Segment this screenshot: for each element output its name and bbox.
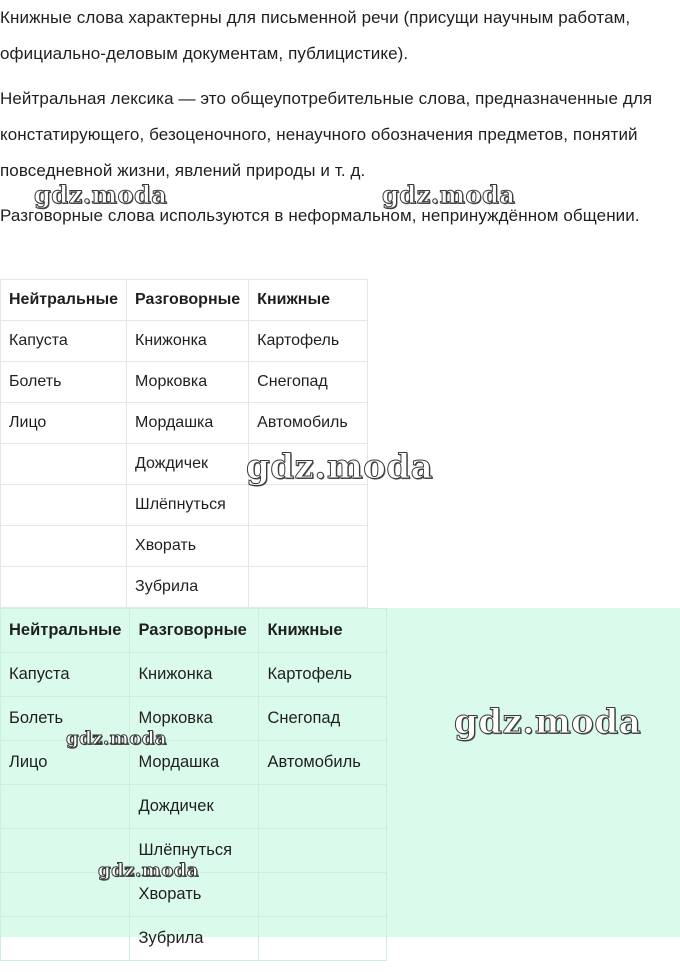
table-cell: Болеть bbox=[1, 697, 130, 741]
table-row bbox=[1, 567, 368, 608]
watermark: gdz.moda bbox=[382, 180, 516, 209]
table-row bbox=[1, 785, 387, 829]
table-cell bbox=[1, 785, 130, 829]
table-cell: Зубрила bbox=[130, 917, 259, 961]
table-cell: Картофель bbox=[249, 321, 368, 362]
table-cell: Хворать bbox=[130, 873, 259, 917]
table-cell bbox=[259, 829, 387, 873]
table-row bbox=[1, 741, 387, 785]
header-neutral: Нейтральные bbox=[1, 280, 127, 321]
table-cell: Дождичек bbox=[130, 785, 259, 829]
table-row bbox=[1, 829, 387, 873]
table-header-row bbox=[1, 280, 368, 321]
word-classification-table bbox=[0, 279, 368, 608]
table-cell: Морковка bbox=[127, 362, 249, 403]
table-row bbox=[1, 873, 387, 917]
table-cell bbox=[259, 873, 387, 917]
table-cell bbox=[249, 567, 368, 608]
table-cell: Дождичек bbox=[127, 444, 249, 485]
table-row bbox=[1, 485, 368, 526]
watermark: gdz.moda bbox=[246, 447, 434, 487]
table-cell: Капуста bbox=[1, 321, 127, 362]
table-cell bbox=[259, 785, 387, 829]
table-cell: Мордашка bbox=[127, 403, 249, 444]
table-cell: Мордашка bbox=[130, 741, 259, 785]
table-cell bbox=[1, 829, 130, 873]
table-cell bbox=[1, 485, 127, 526]
table-cell: Морковка bbox=[130, 697, 259, 741]
table-header-row bbox=[1, 609, 387, 653]
table-cell: Автомобиль bbox=[259, 741, 387, 785]
table-cell bbox=[249, 526, 368, 567]
table-cell bbox=[249, 444, 368, 485]
table-row bbox=[1, 917, 387, 961]
table-cell: Капуста bbox=[1, 653, 130, 697]
watermark: gdz.moda bbox=[454, 702, 642, 742]
highlighted-answer-block bbox=[0, 608, 680, 947]
table-row bbox=[1, 444, 368, 485]
table-row bbox=[1, 321, 368, 362]
table-cell: Зубрила bbox=[127, 567, 249, 608]
table-row bbox=[1, 653, 387, 697]
watermark: gdz.moda bbox=[34, 180, 168, 209]
table-cell bbox=[1, 917, 130, 961]
table-cell: Лицо bbox=[1, 741, 130, 785]
table-cell bbox=[249, 485, 368, 526]
table-cell bbox=[1, 526, 127, 567]
table-cell: Лицо bbox=[1, 403, 127, 444]
table-cell bbox=[259, 917, 387, 961]
table-cell: Шлёпнуться bbox=[127, 485, 249, 526]
table-row bbox=[1, 526, 368, 567]
table-cell: Картофель bbox=[259, 653, 387, 697]
paragraph-neutral-lexicon: Нейтральная лексика — это общеупотребительные слова, предназначенные для констатирующего, безоценочного, ненаучного обозначения предметов, понятий повседневной жизни, явлений природы и т. д. bbox=[0, 89, 653, 180]
table-cell bbox=[1, 873, 130, 917]
header-colloquial: Разговорные bbox=[127, 280, 249, 321]
table-cell: Снегопад bbox=[259, 697, 387, 741]
table-cell bbox=[1, 567, 127, 608]
paragraph-bookish-words: Книжные слова характерны для письменной речи (присущи научным работам, официально-деловым документам, публицистике). bbox=[0, 8, 631, 63]
paragraph-colloquial-words: Разговорные слова используются в неформальном, непринуждённом общении. bbox=[0, 206, 640, 225]
table-cell: Снегопад bbox=[249, 362, 368, 403]
table-cell: Книжонка bbox=[130, 653, 259, 697]
table-row bbox=[1, 697, 387, 741]
table-cell bbox=[1, 444, 127, 485]
header-bookish: Книжные bbox=[249, 280, 368, 321]
table-cell: Шлёпнуться bbox=[130, 829, 259, 873]
table-cell: Книжонка bbox=[127, 321, 249, 362]
header-neutral: Нейтральные bbox=[1, 609, 130, 653]
header-colloquial: Разговорные bbox=[130, 609, 259, 653]
watermark: gdz.moda bbox=[66, 728, 167, 749]
table-cell: Хворать bbox=[127, 526, 249, 567]
header-bookish: Книжные bbox=[259, 609, 387, 653]
table-cell: Автомобиль bbox=[249, 403, 368, 444]
table-cell: Болеть bbox=[1, 362, 127, 403]
watermark: gdz.moda bbox=[98, 860, 199, 881]
table-row bbox=[1, 362, 368, 403]
highlighted-word-table bbox=[0, 608, 387, 961]
table-row bbox=[1, 403, 368, 444]
